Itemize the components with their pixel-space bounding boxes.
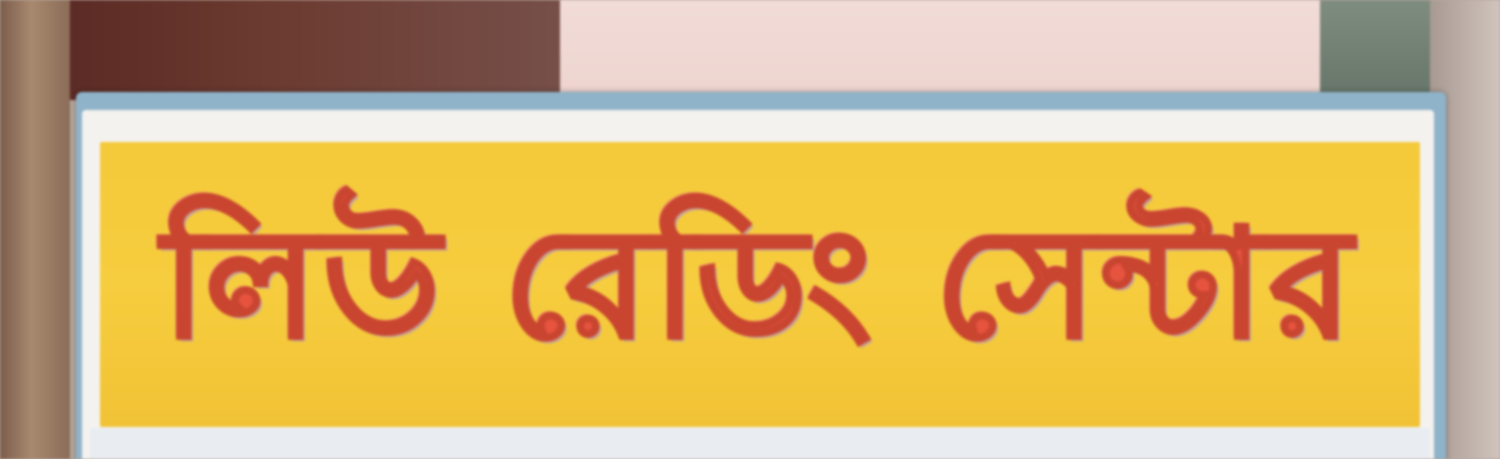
left-wooden-post [0, 0, 70, 459]
signboard-text: লিউ রেডিং সেন্টার [162, 197, 1358, 372]
dark-wall-background [60, 0, 580, 100]
signboard-bottom-strip [90, 428, 1430, 459]
